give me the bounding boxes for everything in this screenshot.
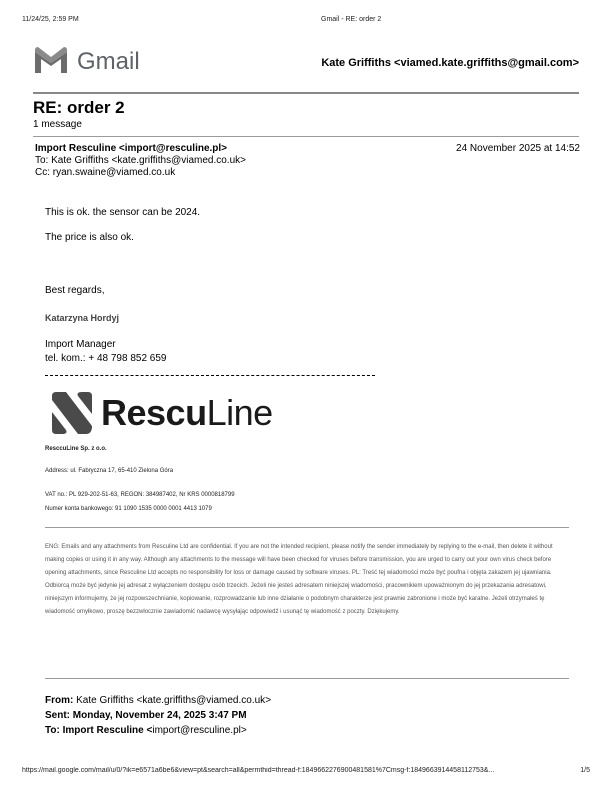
- company-bank: Numer konta bankowego: 91 1090 1535 0000 0001 4413 1079: [45, 506, 212, 512]
- print-page-number: 1/5: [580, 767, 590, 774]
- print-url: https://mail.google.com/mail/u/0/?ik=e6571a6be6&view=pt&search=all&permthid=thread-f:1849662276900481581%7Cmsg-f:1849663914458112753&...: [22, 767, 495, 774]
- message-date: 24 November 2025 at 14:52: [456, 143, 580, 154]
- quoted-to: To: Import Resculine <import@resculine.pl>: [45, 725, 247, 736]
- message-from: Import Resculine <import@resculine.pl>: [35, 143, 228, 154]
- body-line-2: The price is also ok.: [45, 232, 134, 243]
- print-page-title: Gmail - RE: order 2: [321, 16, 382, 23]
- print-datetime: 11/24/25, 2:59 PM: [22, 16, 79, 23]
- disclaimer-text: ENG: Emails and any attachments from Resculine Ltd are confidential. If you are not the intended recipient, please notify the sender immediately by replying to the e-mail, then delete it without making copies or using it in any way. Although any attachments to the message will have been checked for viruses before transmission, you are urged to carry out your own virus check before opening attachments, since Resculine Ltd accepts no responsibility for loss or damage caused by software viruses. PL: Treść tej wiadomości może być poufna i objęta zakazem jej ujawniania. Odbiorcą może być jedynie jej adresat z wyłączeniem dostępu osób trzecich. Jeżeli nie jesteś adresatem niniejszej wiadomości, pracownikiem upoważnionym do jej przekazania adresatowi, niniejszym informujemy, że jej rozpowszechnianie, kopiowanie, rozprowadzanie lub inne działanie o podobnym charakterze jest prawnie zabronione i może być karalne. Jeżeli otrzymałeś tę wiadomość omyłkowo, proszę bezzwłocznie zawiadomić nadawcę wysyłając odpowiedź i usunąć tę wiadomość z poczty. Dziękujemy.: [45, 544, 553, 615]
- signature-divider: [45, 375, 375, 377]
- quoted-to-email[interactable]: import@resculine.pl: [152, 725, 241, 736]
- quoted-from: From: Kate Griffiths <kate.griffiths@viamed.co.uk>: [45, 695, 272, 706]
- sender-role: Import Manager: [45, 339, 116, 350]
- sender-name: Katarzyna Hordyj: [45, 313, 120, 323]
- thread-subject: RE: order 2: [33, 98, 125, 117]
- account-email: Kate Griffiths <viamed.kate.griffiths@gmail.com>: [321, 57, 579, 69]
- quoted-divider: [45, 678, 569, 679]
- quoted-from-email[interactable]: kate.griffiths@viamed.co.uk: [142, 695, 266, 706]
- message-count: 1 message: [33, 119, 82, 130]
- body-line-1: This is ok. the sensor can be 2024.: [45, 207, 201, 218]
- signoff: Best regards,: [45, 285, 105, 296]
- company-vat: VAT no.: PL 929-202-51-63, REGON: 384987402, Nr KRS 0000818799: [45, 492, 235, 498]
- resculine-logo-text: RescuLine: [101, 392, 273, 433]
- message-to: To: Kate Griffiths <kate.griffiths@viamed.co.uk>: [35, 155, 246, 166]
- gmail-logo-icon: [33, 46, 69, 74]
- resculine-logo-icon: [50, 392, 94, 434]
- subject-divider: [33, 136, 579, 137]
- company-address: Address: ul. Fabryczna 17, 65-410 Zielona Góra: [45, 468, 174, 474]
- message-cc: Cc: ryan.swaine@viamed.co.uk: [35, 167, 176, 178]
- gmail-brand: Gmail: [77, 48, 140, 75]
- header-divider: [33, 92, 579, 94]
- quoted-sent: Sent: Monday, November 24, 2025 3:47 PM: [45, 710, 247, 721]
- disclaimer-divider: [45, 527, 569, 528]
- company-name: ResccuLine Sp. z o.o.: [45, 446, 107, 452]
- sender-phone: tel. kom.: + 48 798 852 659: [45, 353, 167, 364]
